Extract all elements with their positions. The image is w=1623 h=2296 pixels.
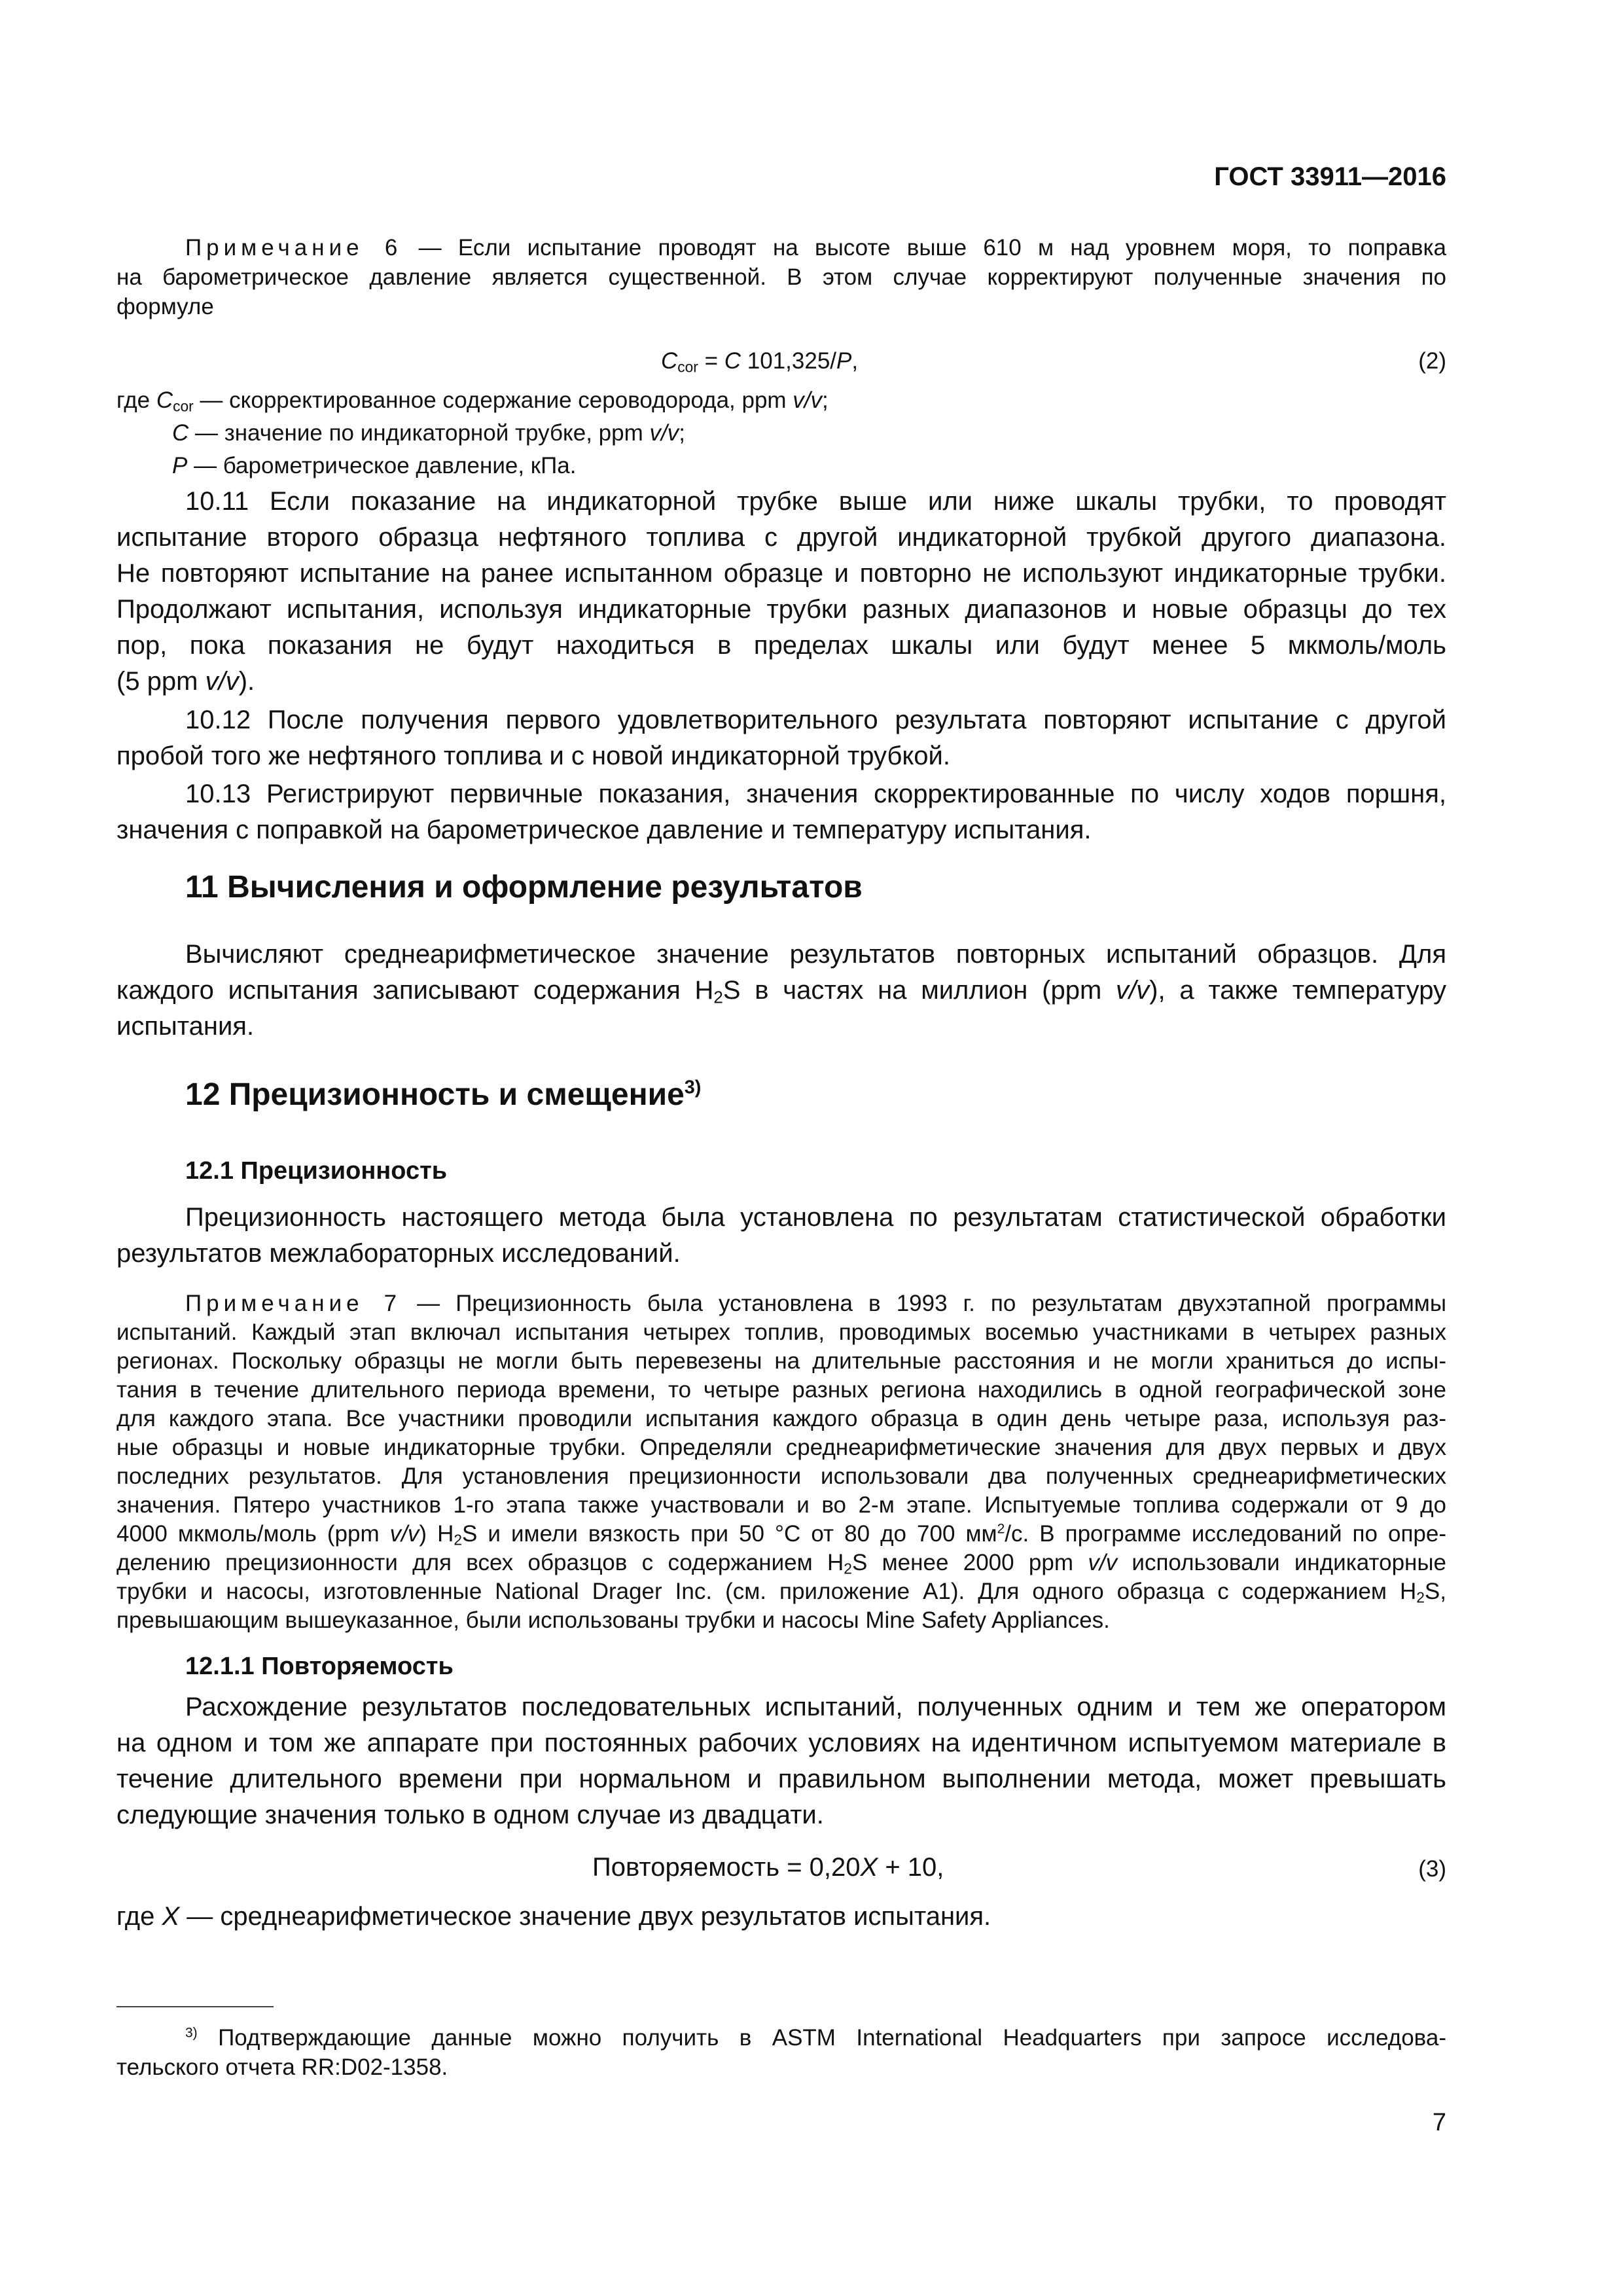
note6-line-1: Примечание 6 — Если испытание проводят на высоте выше 610 м над уровнем моря, то поправка — [185, 235, 1446, 260]
p10-12-line-2: пробой того же нефтяного топлива и с новой индикаторной трубкой. — [116, 742, 951, 770]
where-2-line-1: где $C_{cor}$ — скорректированное содержание сероводорода, ppm v/v; — [116, 387, 829, 415]
section-12-1-line-2: результатов межлабораторных исследований. — [116, 1239, 681, 1268]
section-12-1-1-line-4: следующие значения только в одном случае из двадцати. — [116, 1801, 824, 1829]
note7-line-9: 4000 мкмоль/моль (ppm v/v) $H_2S$ и имели вязкость при 50 °С от 80 до 700 $мм^2/с$. В программе исследований по опре- — [116, 1521, 1446, 1549]
page-number: 7 — [1432, 2109, 1446, 2136]
note7-line-10: делению прецизионности для всех образцов с содержанием $H_2S$ менее 2000 ppm v/v использовали индикаторные — [116, 1550, 1446, 1577]
note7-line-5: для каждого этапа. Все участники проводили испытания каждого образца в один день четыре раза, используя раз- — [116, 1406, 1446, 1431]
section-12-1-line-1: Прецизионность настоящего метода была установлена по результатам статистической обработки — [185, 1203, 1446, 1232]
section-11-line-2: каждого испытания записывают содержания $H_2S$ в частях на миллион (ppm v/v), а также температуру — [116, 976, 1446, 1007]
note7-line-1: Примечание 7 — Прецизионность была установлена в 1993 г. по результатам двухэтапной программы — [185, 1291, 1446, 1316]
p10-13-line-2: значения с поправкой на барометрическое давление и температуру испытания. — [116, 816, 1092, 844]
formula-2-number: (2) — [1418, 348, 1446, 374]
section-12-1-1-line-2: на одном и том же аппарате при постоянных рабочих условиях на идентичном испытуемом материале в — [116, 1729, 1446, 1757]
footnote-ref-3[interactable]: 3) — [684, 1077, 702, 1098]
section-12-1-1-heading: 12.1.1 Повторяемость — [185, 1653, 454, 1680]
p10-11-line-3: Не повторяют испытание на ранее испытанном образце и повторно не используют индикаторные трубки. — [116, 559, 1446, 588]
section-12-1-1-line-3: течение длительного времени при нормальном и правильном выполнении метода, может превышать — [116, 1765, 1446, 1793]
note6-line-2: на барометрическое давление является существенной. В этом случае корректируют полученные значения по — [116, 264, 1446, 290]
note7-line-2: испытаний. Каждый этап включал испытания четырех топлив, проводимых восемью участниками в четырех разных — [116, 1319, 1446, 1345]
section-12-heading: 12 Прецизионность и смещение$^{3)}$ — [185, 1077, 702, 1112]
p10-11-line-1: 10.11 Если показание на индикаторной трубке выше или ниже шкалы трубки, то проводят — [185, 487, 1446, 516]
note7-line-4: тания в течение длительного периода времени, то четыре разных региона находились в одной географической зоне — [116, 1377, 1446, 1403]
where-3-line: где X — среднеарифметическое значение двух результатов испытания. — [116, 1902, 991, 1931]
p10-13-line-1: 10.13 Регистрируют первичные показания, значения скорректированные по числу ходов поршня, — [185, 780, 1446, 808]
p10-11-line-5: пор, пока показания не будут находиться в пределах шкалы или будут менее 5 мкмоль/моль — [116, 631, 1446, 660]
p10-11-line-6: (5 ppm v/v). — [116, 667, 255, 696]
note7-line-3: регионах. Поскольку образцы не могли быть перевезены на длительные расстояния и не могли храниться до испы- — [116, 1348, 1446, 1374]
note6-line-3: формуле — [116, 294, 214, 319]
section-11-line-1: Вычисляют среднеарифметическое значение результатов повторных испытаний образцов. Для — [185, 940, 1446, 969]
note7-line-12: превышающим вышеуказанное, были использованы трубки и насосы Mine Safety Appliances. — [116, 1607, 1110, 1633]
p10-11-line-4: Продолжают испытания, используя индикаторные трубки разных диапазонов и новые образцы до тех — [116, 595, 1446, 624]
note7-label: Примечание 7 — [185, 1291, 402, 1316]
note7-line-6: ные образцы и новые индикаторные трубки. Определяли среднеарифметические значения для двух первых и двух — [116, 1435, 1446, 1460]
note7-line-11: трубки и насосы, изготовленные National Drager Inc. (см. приложение А1). Для одного образца с содержанием $H_2S$, — [116, 1579, 1446, 1606]
formula-2: $C_{cor} = C$ 101,325/P, — [661, 348, 859, 376]
formula-3: Повторяемость = 0,20X + 10, — [592, 1853, 944, 1882]
footnote-line-2: тельского отчета RR:D02-1358. — [116, 2054, 448, 2080]
footnote-divider — [116, 2006, 274, 2007]
footnote-mark: 3) — [185, 2025, 198, 2041]
note7-line-7: последних результатов. Для установления прецизионности использовали два полученных среднеарифметических — [116, 1463, 1446, 1489]
document-code: ГОСТ 33911—2016 — [1214, 162, 1446, 191]
note7-line-8: значения. Пятеро участников 1-го этапа также участвовали и во 2-м этапе. Испытуемые топлива содержали от 9 до — [116, 1492, 1446, 1518]
where-2-line-2: C — значение по индикаторной трубке, ppm v/v; — [172, 420, 685, 446]
p10-12-line-1: 10.12 После получения первого удовлетворительного результата повторяют испытание с другой — [185, 706, 1446, 734]
footnote-line-1: $^{3)}$ Подтверждающие данные можно получить в ASTM International Headquarters при запросе исследова- — [185, 2025, 1446, 2051]
formula-3-number: (3) — [1418, 1856, 1446, 1882]
section-12-1-heading: 12.1 Прецизионность — [185, 1157, 448, 1185]
p10-11-line-2: испытание второго образца нефтяного топлива с другой индикаторной трубкой другого диапазона. — [116, 523, 1446, 552]
note6-label: Примечание 6 — [185, 235, 402, 260]
section-11-line-3: испытания. — [116, 1012, 255, 1041]
section-12-1-1-line-1: Расхождение результатов последовательных испытаний, полученных одним и тем же оператором — [185, 1693, 1446, 1721]
where-2-line-3: P — барометрическое давление, кПа. — [172, 453, 577, 478]
section-11-heading: 11 Вычисления и оформление результатов — [185, 870, 863, 905]
